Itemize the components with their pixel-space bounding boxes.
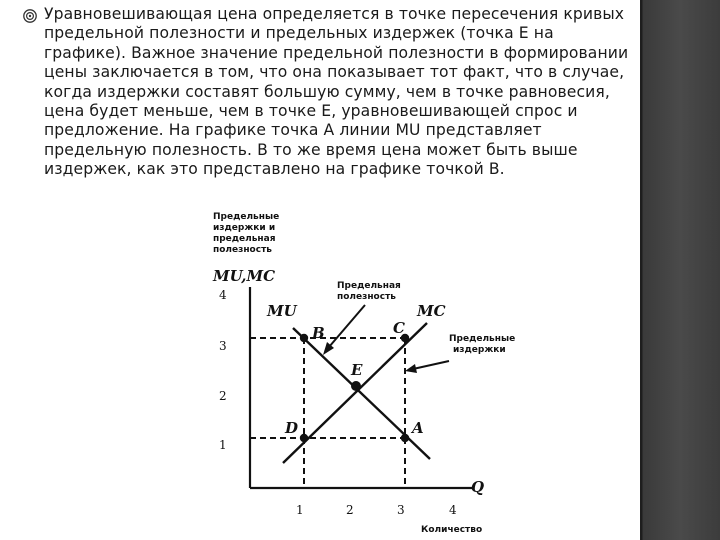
point-d-label: D — [285, 419, 299, 437]
slide-paragraph: Уравновешивающая цена определяется в точке пересечения кривых предельной полезности и предельных издержек (точка E на графике). Важное значение предельной полезности в формировании цены заключается в том, что она показывает тот факт, что в случае, когда издержки составят большую сумму, чем в точке равновесия, цена будет меньше, чем в точке E, уравновешивающей спрос и предложение. На графике точка A линии MU представляет предельную полезность. В то же время цена может быть выше издержек, как это представлено на графике точкой B. — [44, 5, 629, 179]
point-a-marker — [401, 434, 409, 442]
point-b-label: B — [312, 324, 325, 342]
mu-curve — [293, 328, 430, 459]
y-axis-caption-line-2: издержки и — [213, 223, 276, 233]
mu-callout-line-2: полезность — [337, 292, 396, 302]
point-a-label: A — [412, 419, 424, 437]
y-axis-label: MU,MC — [213, 267, 276, 285]
x-tick-1: 1 — [296, 503, 304, 517]
x-tick-4: 4 — [449, 503, 457, 517]
point-d-marker — [300, 434, 308, 442]
y-tick-3: 3 — [219, 339, 227, 353]
y-tick-1: 1 — [219, 438, 227, 452]
x-axis-caption: Количество — [421, 525, 483, 535]
y-tick-4: 4 — [219, 288, 227, 302]
target-bullet-icon — [22, 8, 38, 24]
mc-callout-line-2: издержки — [453, 345, 506, 355]
mc-callout-line-1: Предельные — [449, 334, 516, 344]
mc-curve-label: MC — [417, 302, 446, 320]
y-axis-caption-line-4: полезность — [213, 245, 272, 255]
y-axis-caption-line-3: предельная — [213, 234, 276, 244]
mc-callout-arrow-line — [413, 361, 449, 369]
mu-curve-label: MU — [267, 302, 297, 320]
y-axis-caption-line-1: Предельные — [213, 212, 280, 222]
point-e-label: E — [351, 361, 363, 379]
point-c-label: C — [393, 319, 405, 337]
point-e-marker — [351, 381, 361, 391]
x-tick-3: 3 — [397, 503, 405, 517]
decorative-side-band — [640, 0, 720, 540]
point-b-marker — [300, 334, 308, 342]
supply-demand-diagram — [205, 205, 516, 540]
mu-callout-arrow-line — [329, 305, 365, 347]
y-tick-2: 2 — [219, 389, 227, 403]
x-axis-label: Q — [471, 478, 485, 496]
mc-callout-arrowhead — [405, 364, 417, 373]
mu-callout-line-1: Предельная — [337, 281, 401, 291]
x-tick-2: 2 — [346, 503, 354, 517]
